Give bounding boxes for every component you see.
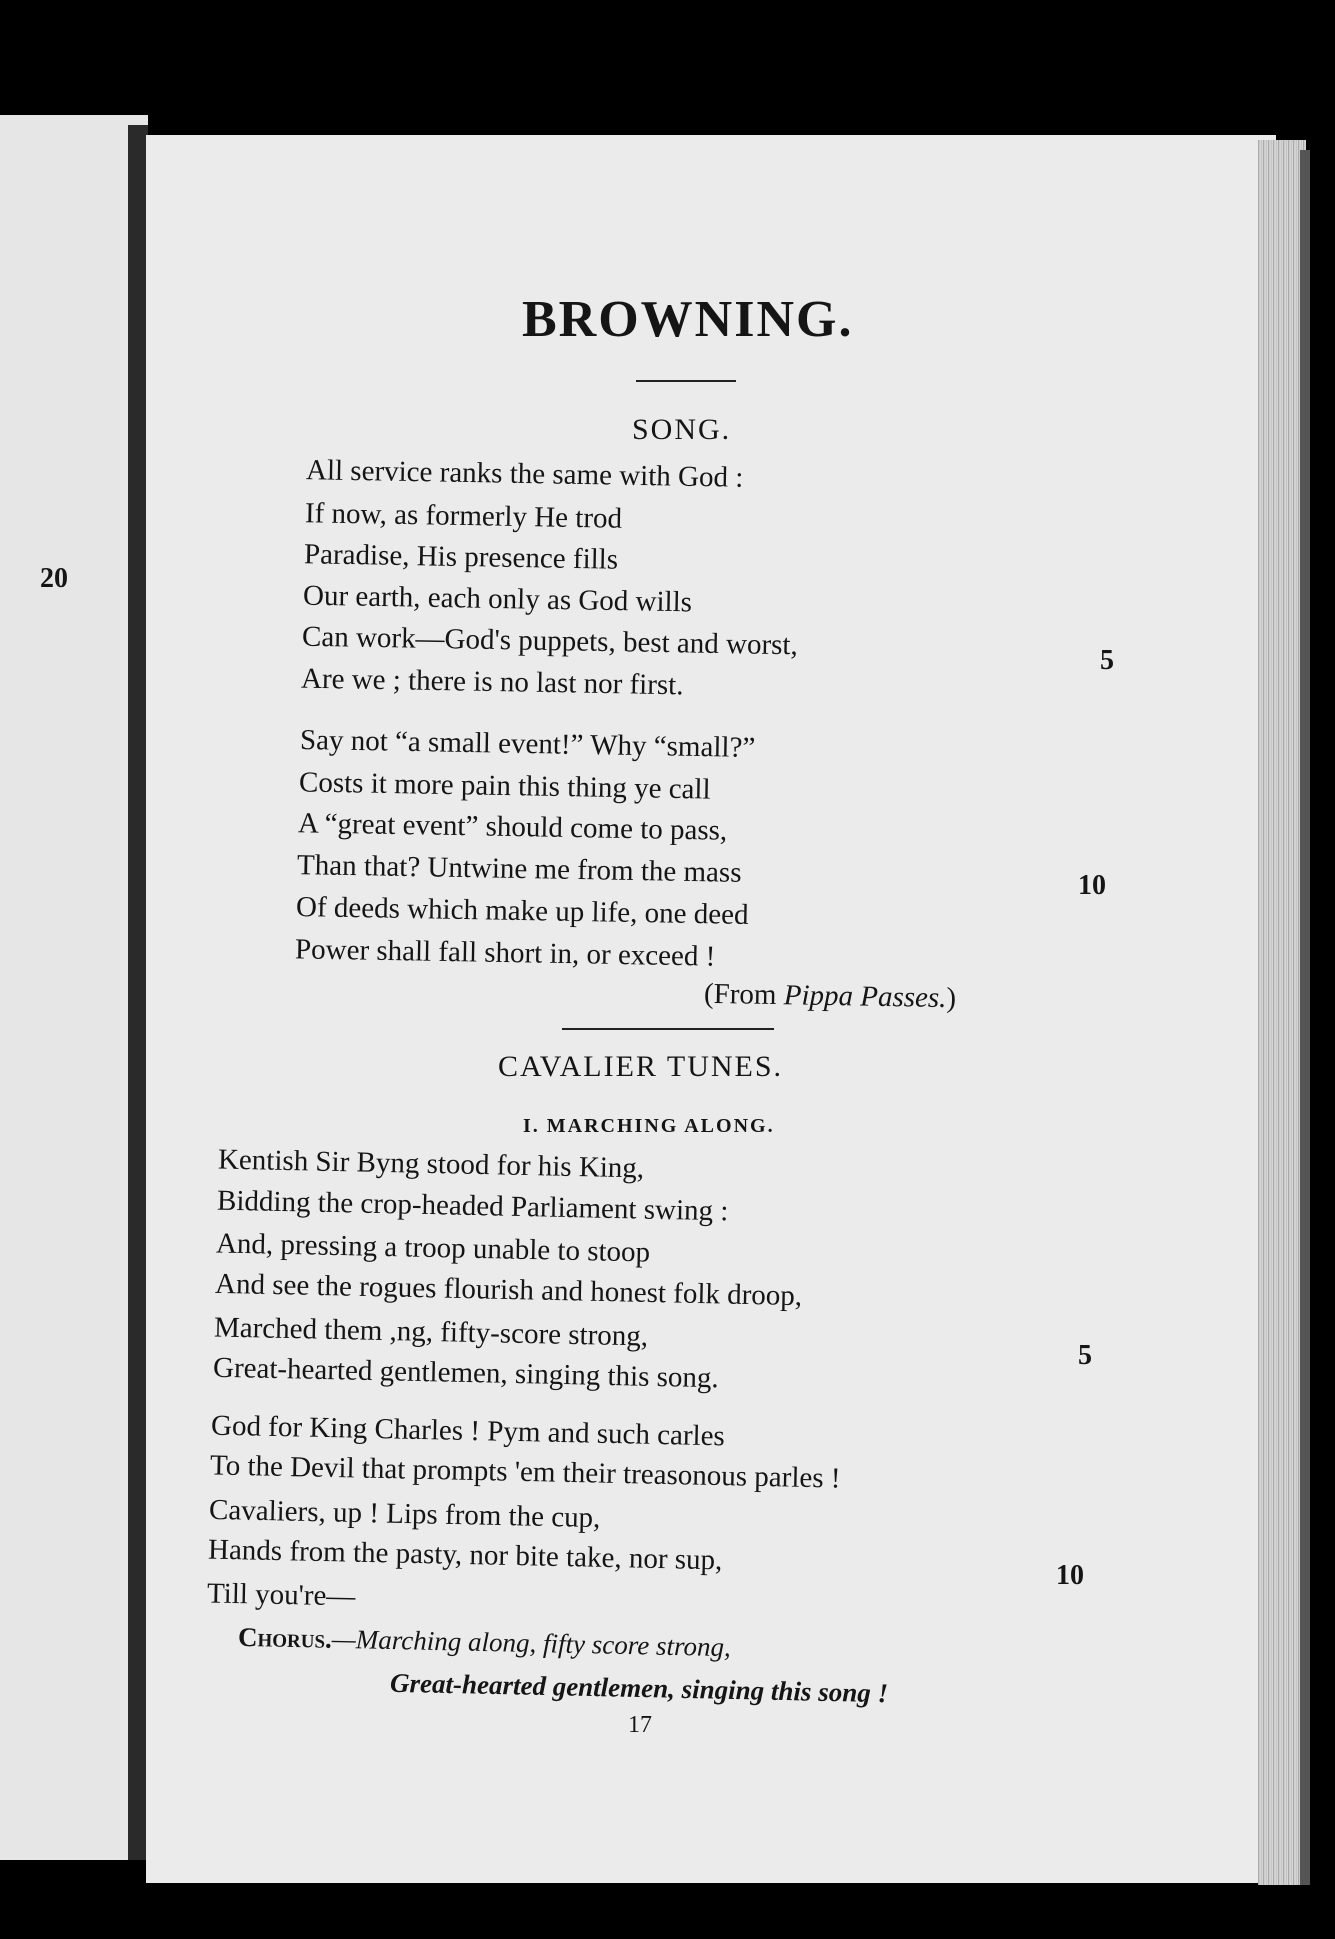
line-number: 5 — [1078, 1340, 1092, 1371]
page-number: 17 — [628, 1712, 652, 1738]
poem1-line: Paradise, His presence fills — [303, 538, 619, 576]
section-rule — [562, 1028, 774, 1030]
poem2-heading: CAVALIER TUNES. — [498, 1050, 784, 1083]
poem2-line: Cavaliers, up ! Lips from the cup, — [208, 1493, 601, 1535]
poem1-line: All service ranks the same with God : — [305, 454, 744, 494]
poem2-subheading: I. MARCHING ALONG. — [523, 1115, 775, 1137]
chorus-label: Chorus. — [237, 1621, 333, 1654]
poem1-heading: SONG. — [632, 413, 732, 446]
line-number: 10 — [1056, 1560, 1084, 1591]
poem2-line: Till you're— — [206, 1577, 356, 1613]
chorus-line: Great-hearted gentlemen, singing this song ! — [389, 1667, 889, 1709]
poem1-line: If now, as formerly He trod — [304, 497, 623, 535]
poem2-line: Great-hearted gentlemen, singing this song. — [212, 1351, 720, 1395]
title-rule — [636, 380, 736, 382]
line-number: 5 — [1100, 645, 1114, 676]
poem2-line: Marched them ,ng, fifty-score strong, — [213, 1311, 649, 1353]
source-suffix: ) — [946, 982, 957, 1015]
poem2-line: God for King Charles ! Pym and such carles — [210, 1409, 726, 1453]
page-edges — [1258, 140, 1306, 1885]
page-title: BROWNING. — [522, 291, 854, 348]
source-work: Pippa Passes. — [783, 979, 947, 1015]
page-edge-shadow — [1300, 150, 1310, 1885]
book-gutter — [128, 125, 148, 1860]
poem1-line: Our earth, each only as God wills — [302, 579, 693, 619]
source-prefix: (From — [703, 977, 785, 1012]
poem2-line: Bidding the crop-headed Parliament swing : — [216, 1184, 729, 1228]
left-page-number: 20 — [40, 563, 68, 594]
poem2-line: And see the rogues flourish and honest folk droop, — [214, 1267, 803, 1313]
chorus-line: —Marching along, fifty score strong, — [331, 1623, 732, 1663]
poem1-line: Say not “a small event!” Why “small?” — [299, 724, 756, 764]
poem2-line: Kentish Sir Byng stood for his King, — [217, 1143, 645, 1185]
left-page — [0, 115, 148, 1860]
line-number: 10 — [1078, 870, 1106, 901]
poem1-line: A “great event” should come to pass, — [297, 807, 728, 847]
poem1-line: Can work—God's puppets, best and worst, — [301, 620, 799, 662]
poem2-line: Hands from the pasty, nor bite take, nor sup, — [207, 1533, 723, 1577]
poem1-source — [704, 978, 957, 1015]
poem1-line: Are we ; there is no last nor first. — [300, 662, 684, 702]
poem1-line: Costs it more pain this thing ye call — [298, 766, 711, 806]
poem1-line: Power shall fall short in, or exceed ! — [294, 933, 716, 973]
poem2-line: To the Devil that prompts 'em their treasonous parles ! — [209, 1449, 841, 1495]
poem2-line: And, pressing a troop unable to stoop — [215, 1227, 651, 1269]
poem1-line: Of deeds which make up life, one deed — [295, 891, 749, 931]
poem1-line: Than that? Untwine me from the mass — [296, 849, 742, 889]
